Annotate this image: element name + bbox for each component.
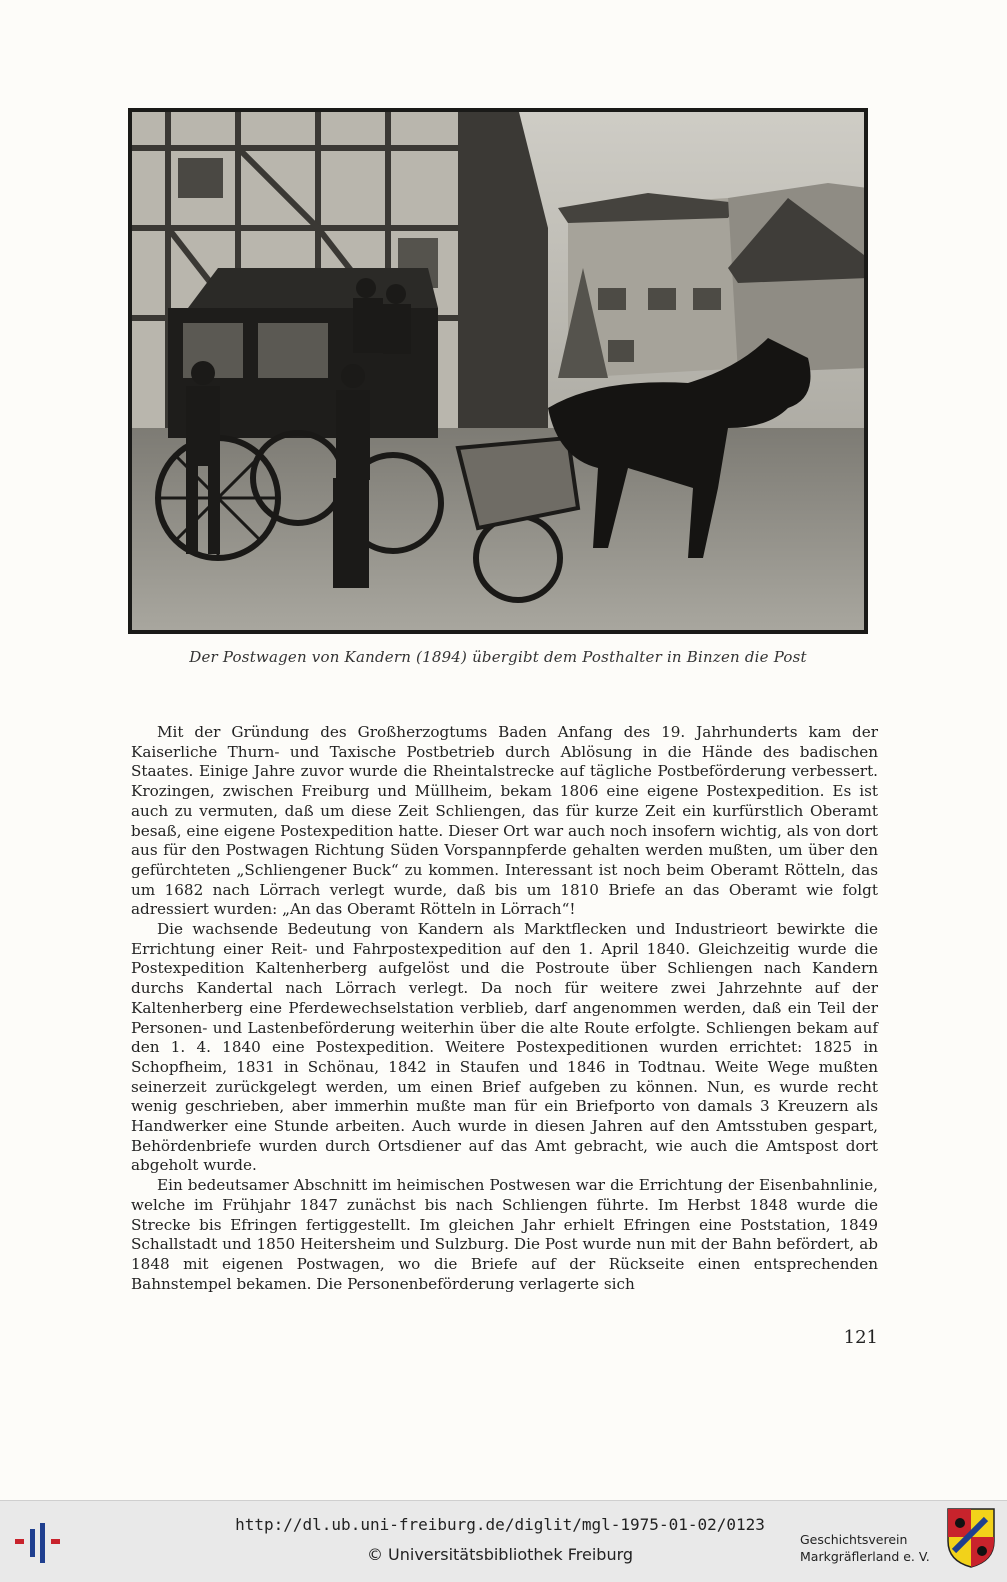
figure-caption: Der Postwagen von Kandern (1894) übergibt dem Posthalter in Binzen die Post: [189, 648, 807, 666]
body-text: [131, 723, 878, 1294]
paragraph: Ein bedeutsamer Abschnitt im heimischen Postwesen war die Errichtung der Eisenbahnlinie, welche im Frühjahr 1847 zunächst bis nach Schliengen führte. Im Herbst 1848 wurde die Strecke bis Efringen fertiggestellt. Im gleichen Jahr erhielt Efringen eine Poststation, 1849 Schallstadt und 1850 Heitersheim und Sulzburg. Die Post wurde nun mit der Bahn befördert, ab 1848 mit eigenen Postwagen, wo die Briefe auf der Rückseite einen entsprechenden Bahnstempel bekamen. Die Personenbeförderung verlagerte sich: [131, 1176, 878, 1293]
society-name-line: Geschichtsverein: [800, 1532, 908, 1547]
paragraph: Mit der Gründung des Großherzogtums Baden Anfang des 19. Jahrhunderts kam der Kaiserliche Thurn- und Taxische Postbetrieb durch Ablösung in die Hände des badischen Staates. Einige Jahre zuvor wurde die Rheintalstrecke auf tägliche Postbeförderung verbessert. Krozingen, zwischen Freiburg und Müllheim, bekam 1806 eine eigene Postexpedition. Es ist auch zu vermuten, daß um diese Zeit Schliengen, das für kurze Zeit ein kurfürstlich Oberamt besaß, eine eigene Postexpedition hatte. Dieser Ort war auch noch insofern wichtig, als von dort aus für den Postwagen Richtung Süden Vorspannpferde gehalten werden mußten, um über den gefürchteten „Schliengener Buck“ zu kommen. Interessant ist noch beim Oberamt Rötteln, das um 1682 nach Lörrach verlegt wurde, daß bis um 1810 Briefe an das Oberamt wie folgt adressiert wurden: „An das Oberamt Rötteln in Lörrach“!: [131, 723, 878, 919]
society-crest-icon: [946, 1507, 996, 1569]
library-logo-icon: [12, 1521, 64, 1563]
paragraph: Die wachsende Bedeutung von Kandern als Marktflecken und Industrieort bewirkte die Errichtung einer Reit- und Fahrpostexpedition auf den 1. April 1840. Gleichzeitig wurde die Postexpedition Kaltenherberg aufgelöst und die Postroute über Schliengen nach Kandern durchs Kandertal nach Lörrach verlegt. Da noch für weitere zwei Jahrzehnte auf der Kaltenherberg eine Pferdewechselstation verblieb, darf angenommen werden, daß ein Teil der Personen- und Lastenbeförderung weiterhin über die alte Route erfolgte. Schliengen bekam auf den 1. 4. 1840 eine Postexpedition. Weitere Postexpeditionen wurden errichtet: 1825 in Schopfheim, 1831 in Schönau, 1842 in Staufen und 1846 in Todtnau. Weite Wege mußten seinerzeit zurückgelegt werden, um einen Brief aufgeben zu können. Nun, es wurde recht wenig geschrieben, aber immerhin mußte man für ein Briefporto von damals 3 Kreuzern als Handwerker eine Stunde arbeiten. Auch wurde in diesen Jahren auf den Amtsstuben gespart, Behördenbriefe wurden durch Ortsdiener auf das Amt gebracht, wie auch die Amtspost dort abgeholt wurde.: [131, 920, 878, 1175]
postwagen-photo-image: [128, 108, 868, 634]
society-name: [800, 1531, 940, 1565]
footer-bar: [0, 1500, 1007, 1582]
society-name-line: Markgräflerland e. V.: [800, 1549, 930, 1564]
footer-copyright: © Universitätsbibliothek Freiburg: [366, 1545, 634, 1564]
page-number: 121: [843, 1327, 878, 1348]
footer-url-link[interactable]: http://dl.ub.uni-freiburg.de/diglit/mgl-1975-01-02/0123: [235, 1515, 765, 1534]
historical-photograph: [128, 108, 868, 634]
